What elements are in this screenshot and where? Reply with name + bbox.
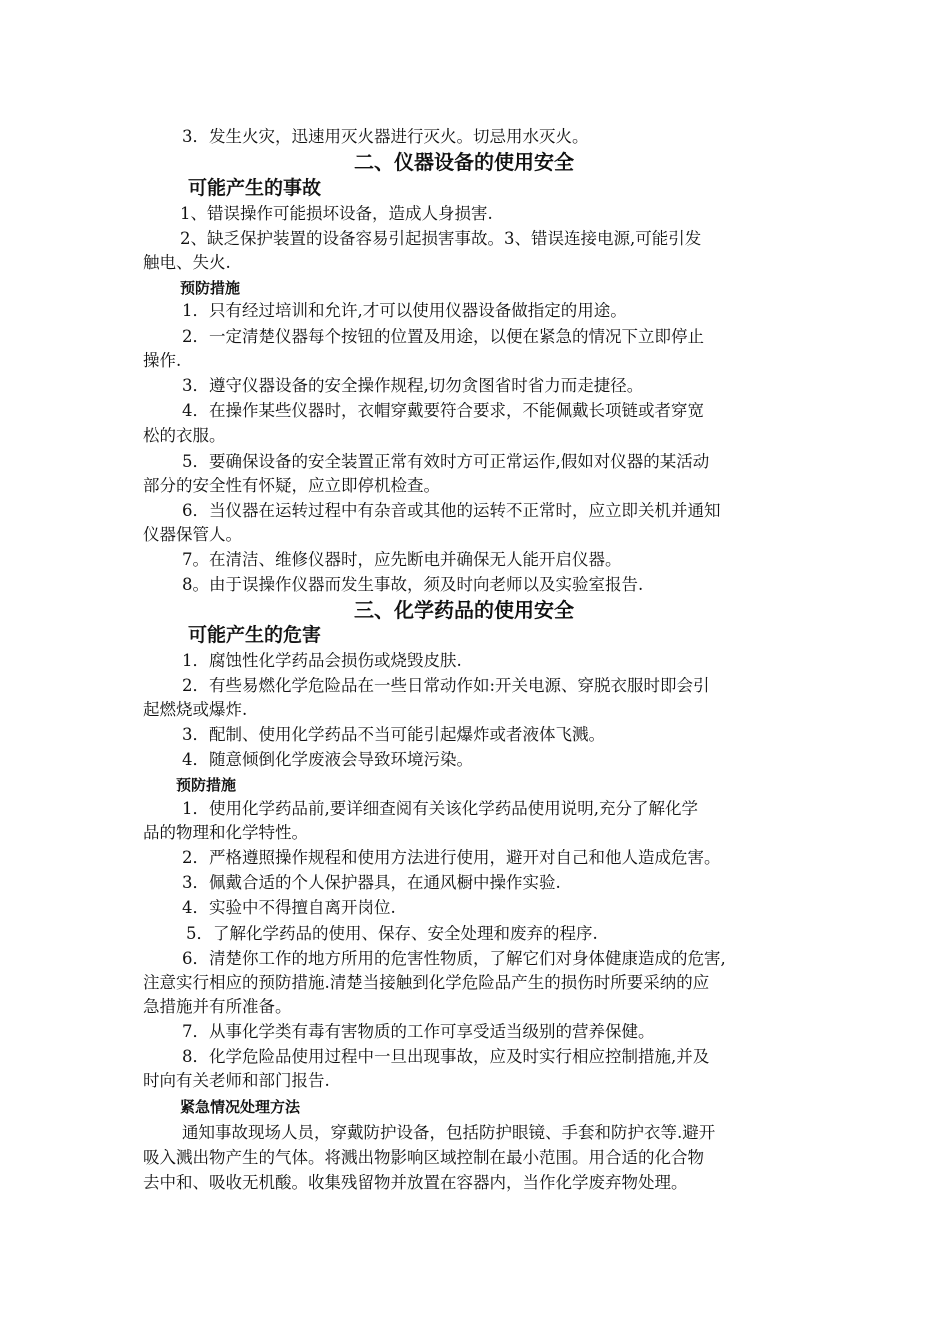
subheading-hazards: 可能产生的危害 bbox=[188, 624, 322, 646]
paragraph-line: 6．清楚你工作的地方所用的危害性物质，了解它们对身体健康造成的危害, bbox=[182, 949, 726, 968]
paragraph-line: 4．在操作某些仪器时，衣帽穿戴要符合要求，不能佩戴长项链或者穿宽 bbox=[182, 401, 704, 420]
paragraph-line: 操作. bbox=[143, 351, 182, 370]
paragraph-line: 吸入溅出物产生的气体。将溅出物影响区域控制在最小范围。用合适的化合物 bbox=[143, 1148, 704, 1167]
paragraph-line: 通知事故现场人员，穿戴防护设备，包括防护眼镜、手套和防护衣等.避开 bbox=[182, 1123, 716, 1142]
paragraph-line: 2、缺乏保护装置的设备容易引起损害事故。3、错误连接电源,可能引发 bbox=[180, 229, 702, 248]
paragraph-line: 部分的安全性有怀疑，应立即停机检查。 bbox=[143, 476, 440, 495]
paragraph-line: 仪器保管人。 bbox=[143, 525, 242, 544]
paragraph-line: 3．配制、使用化学药品不当可能引起爆炸或者液体飞溅。 bbox=[182, 725, 605, 744]
paragraph-line: 1．腐蚀性化学药品会损伤或烧毁皮肤. bbox=[182, 651, 462, 670]
paragraph-line: 6．当仪器在运转过程中有杂音或其他的运转不正常时，应立即关机并通知 bbox=[182, 501, 721, 520]
paragraph-line: 急措施并有所准备。 bbox=[143, 997, 292, 1016]
paragraph-line: 1．只有经过培训和允许,才可以使用仪器设备做指定的用途。 bbox=[182, 301, 627, 320]
paragraph-line: 5．要确保设备的安全装置正常有效时方可正常运作,假如对仪器的某活动 bbox=[182, 452, 710, 471]
paragraph-line: 时向有关老师和部门报告. bbox=[143, 1071, 330, 1090]
paragraph-line: 注意实行相应的预防措施.清楚当接触到化学危险品产生的损伤时所要采纳的应 bbox=[143, 973, 710, 992]
fire-step-3: 3．发生火灾，迅速用灭火器进行灭火。切忌用水灭火。 bbox=[182, 127, 589, 146]
paragraph-line: 7．从事化学类有毒有害物质的工作可享受适当级别的营养保健。 bbox=[182, 1022, 655, 1041]
paragraph-line: 1、错误操作可能损坏设备，造成人身损害. bbox=[180, 204, 493, 223]
paragraph-line: 2．严格遵照操作规程和使用方法进行使用，避开对自己和他人造成危害。 bbox=[182, 848, 721, 867]
paragraph-line: 1．使用化学药品前,要详细查阅有关该化学药品使用说明,充分了解化学 bbox=[182, 799, 698, 818]
section-title-equipment: 二、仪器设备的使用安全 bbox=[354, 150, 574, 174]
paragraph-line: 5．了解化学药品的使用、保存、安全处理和废弃的程序. bbox=[186, 924, 598, 943]
paragraph-line: 触电、失火. bbox=[143, 253, 231, 272]
section-title-chemicals: 三、化学药品的使用安全 bbox=[354, 598, 574, 622]
paragraph-line: 起燃烧或爆炸. bbox=[143, 700, 248, 719]
paragraph-line: 去中和、吸收无机酸。收集残留物并放置在容器内，当作化学废弃物处理。 bbox=[143, 1173, 688, 1192]
paragraph-line: 品的物理和化学特性。 bbox=[143, 823, 308, 842]
paragraph-line: 7。在清洁、维修仪器时，应先断电并确保无人能开启仪器。 bbox=[182, 550, 622, 569]
paragraph-line: 4．实验中不得擅自离开岗位. bbox=[182, 898, 396, 917]
paragraph-line: 8．化学危险品使用过程中一旦出现事故，应及时实行相应控制措施,并及 bbox=[182, 1047, 710, 1066]
paragraph-line: 3．佩戴合适的个人保护器具，在通风橱中操作实验. bbox=[182, 873, 561, 892]
subheading-prevention: 预防措施 bbox=[180, 279, 241, 297]
paragraph-line: 8。由于误操作仪器而发生事故，须及时向老师以及实验室报告. bbox=[182, 575, 644, 594]
subheading-accidents: 可能产生的事故 bbox=[188, 177, 322, 199]
paragraph-line: 松的衣服。 bbox=[143, 426, 226, 445]
subheading-emergency: 紧急情况处理方法 bbox=[180, 1098, 301, 1116]
paragraph-line: 2．一定清楚仪器每个按钮的位置及用途，以便在紧急的情况下立即停止 bbox=[182, 327, 704, 346]
subheading-prevention-chemicals: 预防措施 bbox=[176, 776, 237, 794]
paragraph-line: 4．随意倾倒化学废液会导致环境污染。 bbox=[182, 750, 473, 769]
paragraph-line: 3．遵守仪器设备的安全操作规程,切勿贪图省时省力而走捷径。 bbox=[182, 376, 644, 395]
paragraph-line: 2．有些易燃化学危险品在一些日常动作如:开关电源、穿脱衣服时即会引 bbox=[182, 676, 710, 695]
